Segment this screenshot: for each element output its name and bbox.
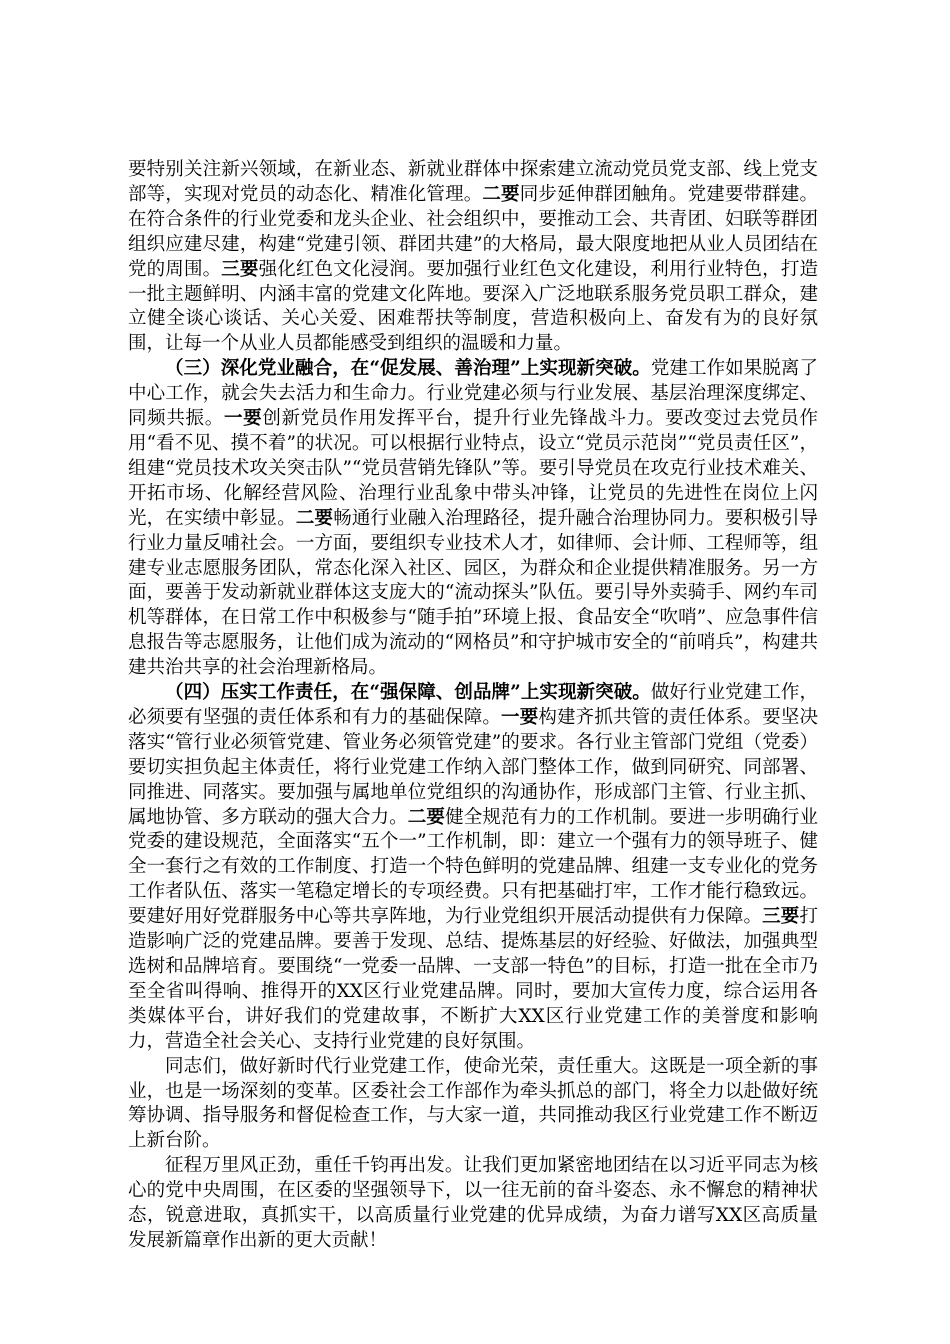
paragraph-text: 打造影响广泛的党建品牌。要善于发现、总结、提炼基层的好经验、好做法，加强典型选树和品牌培育。要围绕“一党委一品牌、一支部一特色”的目标，打造一批在全市乃至全省叫得响、推得开的XX区行业党建品牌。同时，要加大宣传力度，综合运用各类媒体平台，讲好我们的党建故事，不断扩大XX区行业党建工作的美誉度和影响力，营造全社会关心、支持行业党建的良好氛围。 xyxy=(128,906,818,1052)
paragraph-text: 做好行业党建工作，必须要有坚强的责任体系和有力的基础保障。 xyxy=(128,682,818,728)
paragraph-text: 同步延伸群团触角。党建要带群建。在符合条件的行业党委和龙头企业、社会组织中，要推动工会、共青团、妇联等群团组织应建尽建，构建“党建引领、群团共建”的大格局，最大限度地把从业人员团结在党的周围。 xyxy=(128,183,818,280)
point-label-one: 一要 xyxy=(223,408,263,430)
paragraph-text: 党建工作如果脱离了中心工作，就会失去活力和生命力。行业党建必须与行业发展、基层治理深度绑定、同频共振。 xyxy=(128,358,818,430)
point-label-two: 二要 xyxy=(295,507,334,529)
paragraph-text: 强化红色文化浸润。要加强行业红色文化建设，利用行业特色，打造一批主题鲜明、内涵丰富的党建文化阵地。要深入广泛地联系服务党员职工群众，建立健全谈心谈话、关心关爱、困难帮扶等制度，营造积极向上、奋发有为的良好氛围，让每一个从业人员都能感受到组织的温暖和力量。 xyxy=(128,258,818,355)
paragraph-section-three xyxy=(128,357,818,681)
paragraph-text: 要特别关注新兴领域，在新业态、新就业群体中探索建立流动党员党支部、线上党支部等，实现对党员的动态化、精准化管理。 xyxy=(128,159,818,205)
paragraph-text: 创新党员作用发挥平台，提升行业先锋战斗力。要改变过去党员作用“看不见、摸不着”的状况。可以根据行业特点，设立“党员示范岗”“党员责任区”，组建“党员技术攻关突击队”“党员营销先锋队”等。要引导党员在攻克行业技术难关、开拓市场、化解经营风险、治理行业乱象中带头冲锋，让党员的先进性在岗位上闪光，在实绩中彰显。 xyxy=(128,408,818,529)
paragraph-text: 健全规范有力的工作机制。要进一步明确行业党委的建设规范，全面落实“五个一”工作机制，即：建立一个强有力的领导班子、健全一套行之有效的工作制度、打造一个特色鲜明的党建品牌、组建一支专业化的党务工作者队伍、落实一笔稳定增长的专项经费。只有把基础打牢，工作才能行稳致远。要建好用好党群服务中心等共享阵地，为行业党组织开展活动提供有力保障。 xyxy=(128,806,818,928)
paragraph-text: 同志们，做好新时代行业党建工作，使命光荣，责任重大。这既是一项全新的事业，也是一场深刻的变革。区委社会工作部作为牵头抓总的部门，将全力以赴做好统筹协调、指导服务和督促检查工作，与大家一道，共同推动我区行业党建工作不断迈上新台阶。 xyxy=(128,1055,818,1152)
paragraph-text: 畅通行业融入治理路径，提升融合治理协同力。要积极引导行业力量反哺社会。一方面，要组织专业技术人才，如律师、会计师、工程师等，组建专业志愿服务团队，常态化深入社区、园区，为群众和企业提供精准服务。另一方面，要善于发动新就业群体这支庞大的“流动探头”队伍。要引导外卖骑手、网约车司机等群体，在日常工作中积极参与“随手拍”环境上报、食品安全“吹哨”、应急事件信息报告等志愿服务，让他们成为流动的“网格员”和守护城市安全的“前哨兵”，构建共建共治共享的社会治理新格局。 xyxy=(128,507,818,679)
paragraph-final-call xyxy=(128,1154,818,1254)
point-label-three: 三要 xyxy=(762,906,800,928)
point-label-two: 二要 xyxy=(407,806,446,828)
paragraph-closing-remarks xyxy=(128,1055,818,1155)
section-heading-three: （三）深化党业融合，在“促发展、善治理”上实现新突破。 xyxy=(165,358,651,380)
point-label-two: 二要 xyxy=(482,183,520,205)
paragraph-group-building xyxy=(128,158,818,357)
paragraph-section-four xyxy=(128,681,818,1055)
document-body xyxy=(128,158,818,1254)
paragraph-text: 征程万里风正劲，重任千钧再出发。让我们更加紧密地团结在以习近平同志为核心的党中央周围，在区委的坚强领导下，以一往无前的奋斗姿态、永不懈怠的精神状态，锐意进取，真抓实干，以高质量行业党建的优异成绩，为奋力谱写XX区高质量发展新篇章作出新的更大贡献！ xyxy=(128,1155,818,1251)
point-label-three: 三要 xyxy=(221,258,259,280)
paragraph-text: 构建齐抓共管的责任体系。要坚决落实“管行业必须管党建、管业务必须管党建”的要求。各行业主管部门党组（党委）要切实担负起主体责任，将行业党建工作纳入部门整体工作，做到同研究、同部署、同推进、同落实。要加强与属地单位党组织的沟通协作，形成部门主管、行业主抓、属地协管、多方联动的强大合力。 xyxy=(128,706,818,828)
point-label-one: 一要 xyxy=(501,706,539,728)
section-heading-four: （四）压实工作责任，在“强保障、创品牌”上实现新突破。 xyxy=(165,682,651,704)
